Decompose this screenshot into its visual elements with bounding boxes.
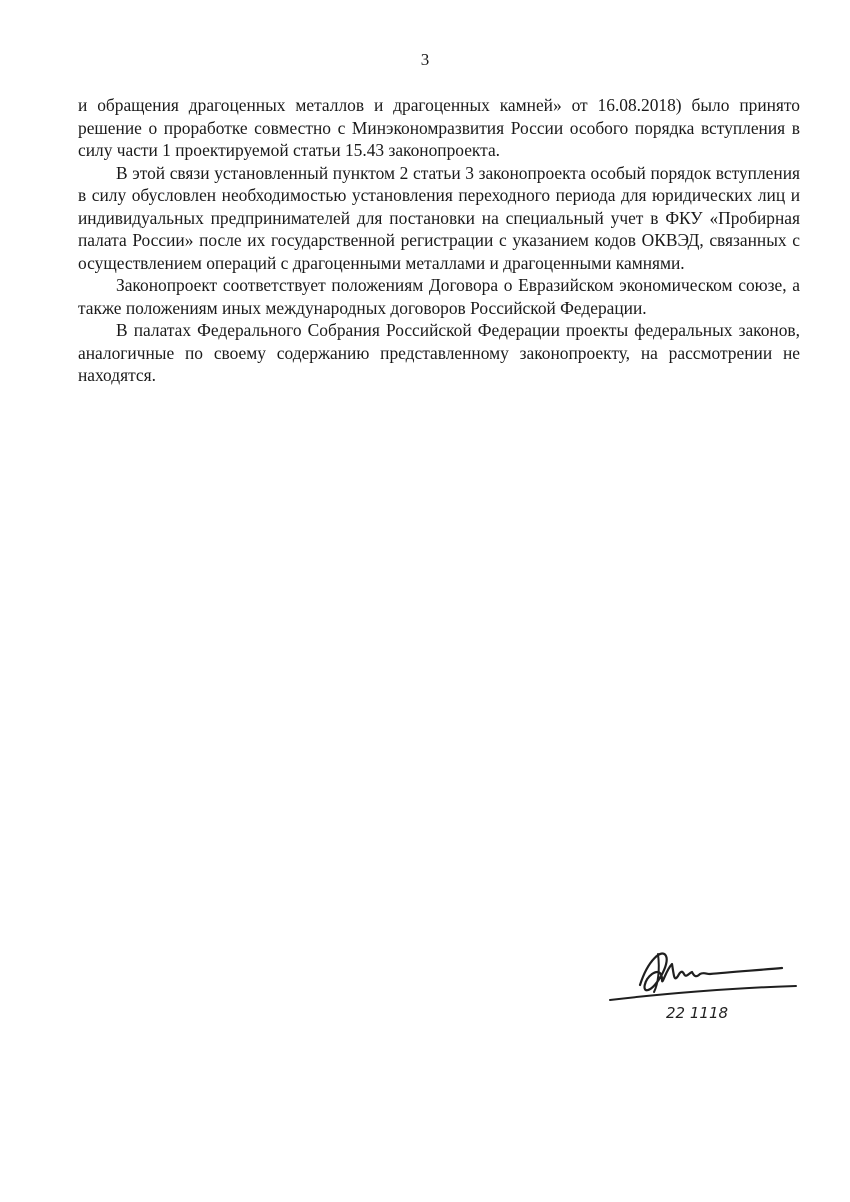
paragraph-2: В этой связи установленный пунктом 2 статьи 3 законопроекта особый порядок вступления в силу обусловлен необходимостью установления переходного периода для юридических лиц и индивидуальных предпринимателей для постановки на специальный учет в ФКУ «Пробирная палата России» после их государственной регистрации с указанием кодов ОКВЭД, связанных с осуществлением операций с драгоценными металлами и драгоценными камнями. <box>78 162 800 273</box>
page-number: 3 <box>420 50 430 69</box>
paragraph-3: Законопроект соответствует положениям Договора о Евразийском экономическом союзе, а также положениям иных международных договоров Российской Федерации. <box>78 275 800 318</box>
handwritten-signature <box>600 930 800 1030</box>
signature-date: 22 1118 <box>666 1004 729 1022</box>
paragraph-1: и обращения драгоценных металлов и драгоценных камней» от 16.08.2018) было принято решение о проработке совместно с Минэкономразвития России особого порядка вступления в силу части 1 проектируемой статьи 15.43 законопроекта. <box>78 95 800 160</box>
signature-graphic <box>600 930 800 1030</box>
paragraph-4: В палатах Федерального Собрания Российской Федерации проекты федеральных законов, аналогичные по своему содержанию представленному законопроекту, на рассмотрении не находятся. <box>78 320 800 385</box>
document-body <box>78 94 800 387</box>
